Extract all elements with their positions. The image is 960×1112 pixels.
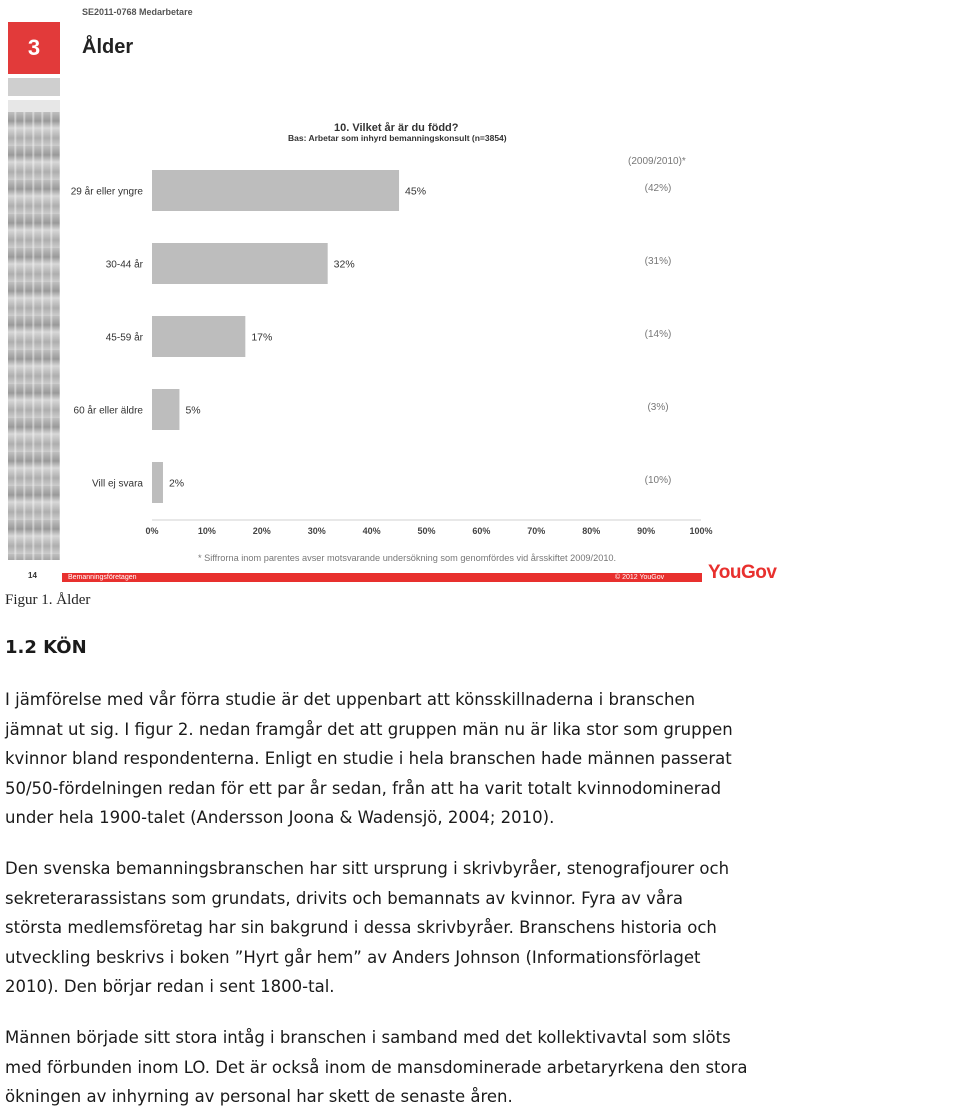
section-number-badge: 3 [8,22,60,74]
comparison-value-label: (3%) [647,402,669,413]
footer-bar [62,573,702,582]
x-tick-label: 80% [582,526,601,536]
section-heading: 1.2 KÖN [5,637,87,658]
chart-title: 10. Vilket år är du född? [334,122,459,134]
comparison-header: (2009/2010)* [628,156,686,167]
x-tick-label: 50% [417,526,436,536]
x-tick-label: 0% [145,526,159,536]
x-tick-label: 60% [472,526,491,536]
category-label: 30-44 år [105,259,143,271]
bar [152,316,245,357]
paragraph-line: sekreterarassistans som grundats, drivits och bemannats av kvinnor. Fyra av våra [5,888,683,908]
paragraph-line: största medlemsföretag har sin bakgrund i dessa skrivbyråer. Branschens historia och [5,918,717,937]
age-bar-chart [0,0,790,590]
x-tick-label: 70% [527,526,546,536]
paragraph-line: Männen började sitt stora intåg i branschen i samband med det kollektivavtal som slöts [5,1028,731,1047]
figure-caption: Figur 1. Ålder [5,592,91,608]
paragraph-3 [5,1023,960,1112]
bar [152,389,179,430]
bar-value-label: 5% [185,404,201,417]
figure-age [0,0,790,590]
bar [152,462,163,503]
paragraph-1 [5,685,960,833]
category-label: Vill ej svara [92,478,143,490]
comparison-value-label: (31%) [644,256,672,267]
paragraph-line: 50/50-fördelningen redan för ett par år sedan, från att ha varit totalt kvinnodominerad [5,778,722,798]
paragraph-line: 2010). Den börjar redan i sent 1800-tal. [5,977,335,996]
x-tick-label: 20% [252,526,271,536]
yougov-logo: YouGov [708,562,777,583]
paragraph-line: kvinnor bland respondenterna. Enligt en studie i hela branschen hade männen passerat [5,749,732,768]
x-tick-label: 90% [637,526,656,536]
category-label: 60 år eller äldre [73,405,143,417]
bar [152,243,328,284]
footer-left-text: Bemanningsföretagen [68,574,137,581]
chart-footnote: * Siffrorna inom parentes avser motsvarande undersökning som genomfördes vid årsskiftet 2009/2010. [198,553,617,563]
paragraph-line: Den svenska bemanningsbranschen har sitt ursprung i skrivbyråer, stenografjourer och [5,859,730,878]
paragraph-line: jämnat ut sig. I figur 2. nedan framgår det att gruppen män nu är lika stor som gruppen [5,719,733,739]
paragraph-2 [5,854,960,1002]
comparison-value-label: (14%) [644,329,672,340]
x-tick-label: 30% [307,526,326,536]
category-label: 29 år eller yngre [70,186,143,198]
bar [152,170,399,211]
paragraph-line: under hela 1900-talet (Andersson Joona & Wadensjö, 2004; 2010). [5,808,555,827]
comparison-value-label: (42%) [644,183,672,194]
chart-subtitle: Bas: Arbetar som inhyrd bemanningskonsult (n=3854) [288,133,507,143]
bar-value-label: 17% [251,331,273,344]
x-tick-label: 40% [362,526,381,536]
category-label: 45-59 år [105,332,143,344]
section-title: Ålder [82,36,134,58]
bar-value-label: 32% [333,258,355,271]
footer-copyright: © 2012 YouGov [615,574,665,581]
paragraph-line: utveckling beskrivs i boken ”Hyrt går hem” av Anders Johnson (Informationsförlaget [5,947,701,967]
paragraph-line: I jämförelse med vår förra studie är det uppenbart att könsskillnaderna i branschen [5,690,696,709]
footer-page-number: 14 [28,571,37,580]
comparison-value-label: (10%) [644,475,672,486]
bar-value-label: 2% [168,477,185,490]
paragraph-line: ökningen av inhyrning av personal har skett de senaste åren. [5,1087,513,1106]
x-tick-label: 100% [689,526,713,536]
x-tick-label: 10% [197,526,216,536]
report-code: SE2011-0768 Medarbetare [82,7,193,17]
bar-value-label: 45% [405,185,427,198]
paragraph-line: med förbunden inom LO. Det är också inom de mansdominerade arbetaryrkena den stora [5,1057,748,1077]
